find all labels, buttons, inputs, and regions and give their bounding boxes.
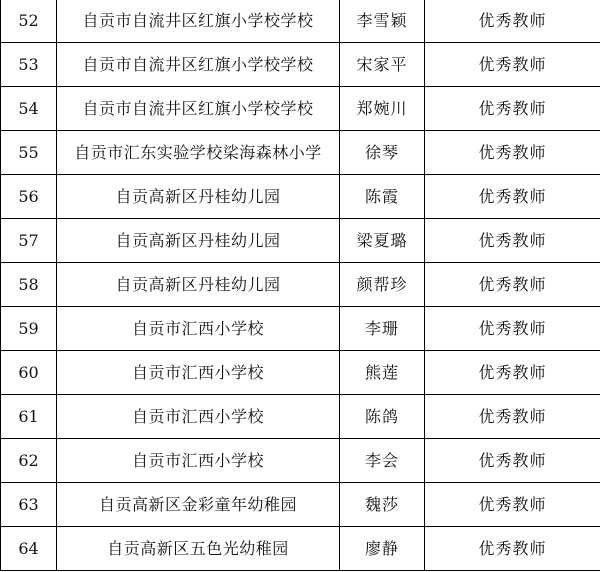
awards-table-body xyxy=(1,0,600,571)
school-name: 自贡市汇东实验学校桬海森林小学 xyxy=(57,131,340,175)
award-title: 优秀教师 xyxy=(425,395,600,439)
award-title: 优秀教师 xyxy=(425,87,600,131)
award-title: 优秀教师 xyxy=(425,351,600,395)
school-name: 自贡市自流井区红旗小学校学校 xyxy=(57,43,340,87)
table-row xyxy=(1,175,600,219)
table-row xyxy=(1,263,600,307)
row-number: 55 xyxy=(1,131,57,175)
school-name: 自贡市汇西小学校 xyxy=(57,439,340,483)
table-row xyxy=(1,439,600,483)
table-row xyxy=(1,527,600,571)
row-number: 63 xyxy=(1,483,57,527)
award-title: 优秀教师 xyxy=(425,307,600,351)
school-name: 自贡高新区五色光幼稚园 xyxy=(57,527,340,571)
teacher-name: 梁夏璐 xyxy=(340,219,425,263)
school-name: 自贡高新区丹桂幼儿园 xyxy=(57,219,340,263)
teacher-name: 宋家平 xyxy=(340,43,425,87)
teacher-name: 李雪颖 xyxy=(340,0,425,43)
teacher-name: 陈鸽 xyxy=(340,395,425,439)
row-number: 62 xyxy=(1,439,57,483)
row-number: 52 xyxy=(1,0,57,43)
table-row xyxy=(1,219,600,263)
row-number: 54 xyxy=(1,87,57,131)
teacher-name: 陈霞 xyxy=(340,175,425,219)
school-name: 自贡市汇西小学校 xyxy=(57,351,340,395)
row-number: 59 xyxy=(1,307,57,351)
teacher-name: 郑婉川 xyxy=(340,87,425,131)
row-number: 58 xyxy=(1,263,57,307)
school-name: 自贡市自流井区红旗小学校学校 xyxy=(57,87,340,131)
teacher-name: 颜帮珍 xyxy=(340,263,425,307)
row-number: 64 xyxy=(1,527,57,571)
school-name: 自贡市汇西小学校 xyxy=(57,307,340,351)
teacher-name: 魏莎 xyxy=(340,483,425,527)
teacher-name: 廖静 xyxy=(340,527,425,571)
table-row xyxy=(1,43,600,87)
award-title: 优秀教师 xyxy=(425,263,600,307)
school-name: 自贡高新区丹桂幼儿园 xyxy=(57,175,340,219)
award-title: 优秀教师 xyxy=(425,43,600,87)
row-number: 53 xyxy=(1,43,57,87)
award-title: 优秀教师 xyxy=(425,527,600,571)
school-name: 自贡高新区金彩童年幼稚园 xyxy=(57,483,340,527)
table-row xyxy=(1,483,600,527)
award-title: 优秀教师 xyxy=(425,439,600,483)
row-number: 56 xyxy=(1,175,57,219)
award-title: 优秀教师 xyxy=(425,483,600,527)
award-title: 优秀教师 xyxy=(425,219,600,263)
row-number: 60 xyxy=(1,351,57,395)
row-number: 61 xyxy=(1,395,57,439)
table-row xyxy=(1,131,600,175)
school-name: 自贡高新区丹桂幼儿园 xyxy=(57,263,340,307)
teacher-name: 李珊 xyxy=(340,307,425,351)
award-title: 优秀教师 xyxy=(425,131,600,175)
award-title: 优秀教师 xyxy=(425,0,600,43)
row-number: 57 xyxy=(1,219,57,263)
award-title: 优秀教师 xyxy=(425,175,600,219)
school-name: 自贡市自流井区红旗小学校学校 xyxy=(57,0,340,43)
table-row xyxy=(1,87,600,131)
teacher-name: 李会 xyxy=(340,439,425,483)
table-row xyxy=(1,307,600,351)
table-row xyxy=(1,395,600,439)
table-row xyxy=(1,351,600,395)
teacher-name: 徐琴 xyxy=(340,131,425,175)
school-name: 自贡市汇西小学校 xyxy=(57,395,340,439)
table-row xyxy=(1,0,600,43)
teacher-name: 熊莲 xyxy=(340,351,425,395)
